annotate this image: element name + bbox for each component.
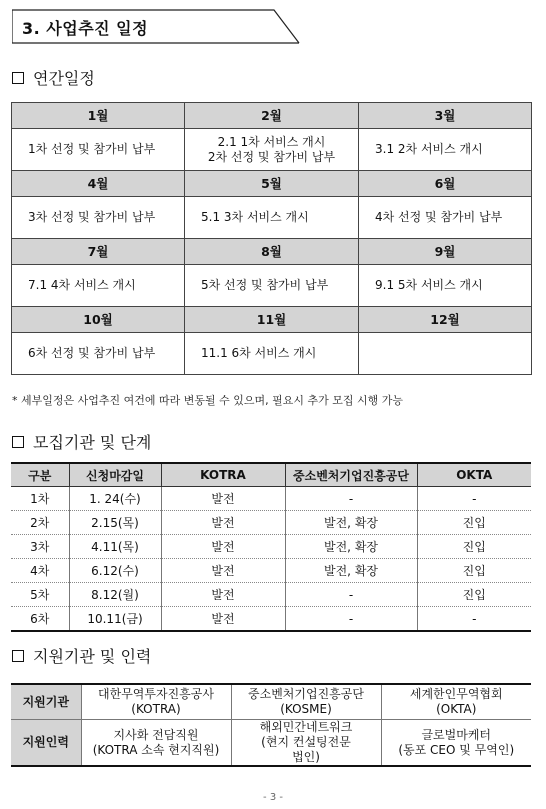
- cell-line: 2차 선정 및 참가비 납부: [207, 149, 336, 164]
- table-cell: 발전, 확장: [285, 511, 417, 535]
- column-header: KOTRA: [161, 463, 285, 487]
- column-header: OKTA: [417, 463, 531, 487]
- table-cell: 발전: [161, 607, 285, 632]
- table-cell: 발전: [161, 511, 285, 535]
- column-header: 구분: [11, 463, 69, 487]
- table-cell: 4.11(목): [69, 535, 161, 559]
- cell-line: (KOSME): [280, 702, 332, 716]
- recruit-heading-text: 모집기관 및 단계: [33, 433, 152, 452]
- cell-line: 세계한인무역협회: [409, 687, 503, 701]
- table-cell: 발전, 확장: [285, 535, 417, 559]
- table-cell: [81, 684, 231, 720]
- section-header: [12, 9, 300, 45]
- schedule-cell: [359, 333, 532, 375]
- annual-heading-text: 연간일정: [33, 69, 95, 88]
- row-header: 지원인력: [11, 720, 81, 767]
- recruit-heading: [12, 430, 151, 453]
- schedule-note: * 세부일정은 사업추진 여건에 따라 변동될 수 있으며, 필요시 추가 모집 시행 가능: [12, 394, 403, 407]
- schedule-cell: [12, 333, 185, 375]
- page-number: - 3 -: [263, 792, 283, 803]
- schedule-cell: [12, 265, 185, 307]
- table-row: [11, 583, 531, 607]
- cell-line: 9.1 5차 서비스 개시: [375, 278, 483, 292]
- month-label: 3월: [359, 103, 532, 129]
- cell-line: 3.1 2차 서비스 개시: [375, 142, 483, 156]
- month-label: 5월: [185, 171, 359, 197]
- month-label: 6월: [359, 171, 532, 197]
- month-label: 4월: [12, 171, 185, 197]
- table-cell: 발전: [161, 535, 285, 559]
- month-content-row: [12, 129, 532, 171]
- cell-line: 2.1 1차 서비스 개시: [217, 134, 326, 149]
- schedule-cell: [185, 265, 359, 307]
- table-row: [11, 607, 531, 632]
- cell-line: 법인): [292, 750, 320, 764]
- schedule-cell: [185, 333, 359, 375]
- annual-heading: [12, 66, 95, 89]
- table-cell: 4차: [11, 559, 69, 583]
- cell-line: 중소벤처기업진흥공단: [248, 687, 364, 701]
- table-cell: 진입: [417, 535, 531, 559]
- annual-schedule-table: [11, 102, 532, 375]
- table-cell: [231, 720, 381, 767]
- schedule-cell: [359, 129, 532, 171]
- table-cell: -: [285, 487, 417, 511]
- schedule-cell: [185, 129, 359, 171]
- month-label: 12월: [359, 307, 532, 333]
- table-cell: 2.15(목): [69, 511, 161, 535]
- schedule-cell: [185, 197, 359, 239]
- square-bullet-icon: [12, 72, 24, 84]
- table-cell: 1. 24(수): [69, 487, 161, 511]
- table-cell: 2차: [11, 511, 69, 535]
- month-header-row: [12, 103, 532, 129]
- table-cell: [81, 720, 231, 767]
- cell-line: 해외민간네트워크: [259, 720, 353, 734]
- table-row: [11, 487, 531, 511]
- table-row: [11, 684, 531, 720]
- table-cell: [231, 684, 381, 720]
- cell-line: 3차 선정 및 참가비 납부: [28, 210, 156, 224]
- month-content-row: [12, 197, 532, 239]
- table-cell: -: [285, 583, 417, 607]
- cell-line: 글로벌마케터: [421, 727, 492, 742]
- table-cell: 3차: [11, 535, 69, 559]
- cell-line: 6차 선정 및 참가비 납부: [28, 346, 156, 360]
- month-label: 1월: [12, 103, 185, 129]
- table-cell: 1차: [11, 487, 69, 511]
- table-row: [11, 720, 531, 767]
- month-label: 7월: [12, 239, 185, 265]
- table-cell: 발전: [161, 487, 285, 511]
- table-cell: 발전: [161, 583, 285, 607]
- cell-line: (현지 컨설팅전문: [261, 735, 351, 749]
- cell-line: 1차 선정 및 참가비 납부: [28, 142, 156, 156]
- recruit-table: [11, 462, 531, 632]
- month-content-row: [12, 265, 532, 307]
- table-cell: 진입: [417, 511, 531, 535]
- table-cell: -: [285, 607, 417, 632]
- table-row: [11, 535, 531, 559]
- cell-line: 지사화 전담직원: [113, 727, 199, 742]
- cell-line: (KOTRA 소속 현지직원): [92, 742, 220, 757]
- table-cell: 발전: [161, 559, 285, 583]
- cell-line: (동포 CEO 및 무역인): [398, 742, 515, 757]
- square-bullet-icon: [12, 436, 24, 448]
- cell-line: 대한무역투자진흥공사: [98, 687, 214, 701]
- schedule-cell: [359, 197, 532, 239]
- table-cell: 10.11(금): [69, 607, 161, 632]
- cell-line: 5.1 3차 서비스 개시: [201, 210, 309, 224]
- square-bullet-icon: [12, 650, 24, 662]
- cell-line: 5차 선정 및 참가비 납부: [201, 278, 329, 292]
- cell-line: 7.1 4차 서비스 개시: [28, 278, 136, 292]
- cell-line: 4차 선정 및 참가비 납부: [375, 210, 503, 224]
- section-title: 3. 사업추진 일정: [22, 19, 149, 38]
- support-heading-text: 지원기관 및 인력: [33, 647, 152, 666]
- cell-line: 11.1 6차 서비스 개시: [201, 346, 317, 360]
- month-label: 2월: [185, 103, 359, 129]
- month-content-row: [12, 333, 532, 375]
- table-cell: 5차: [11, 583, 69, 607]
- schedule-cell: [359, 265, 532, 307]
- support-heading: [12, 644, 151, 667]
- table-cell: 6차: [11, 607, 69, 632]
- month-header-row: [12, 239, 532, 265]
- table-cell: 발전, 확장: [285, 559, 417, 583]
- schedule-cell: [12, 129, 185, 171]
- month-label: 11월: [185, 307, 359, 333]
- table-cell: 진입: [417, 559, 531, 583]
- table-row: [11, 559, 531, 583]
- month-header-row: [12, 171, 532, 197]
- month-label: 10월: [12, 307, 185, 333]
- cell-line: (KOTRA): [131, 702, 181, 716]
- table-cell: [381, 684, 531, 720]
- month-header-row: [12, 307, 532, 333]
- support-table: [11, 683, 531, 767]
- cell-line: (OKTA): [436, 702, 477, 716]
- table-cell: 8.12(월): [69, 583, 161, 607]
- table-cell: [381, 720, 531, 767]
- schedule-cell: [12, 197, 185, 239]
- table-cell: 6.12(수): [69, 559, 161, 583]
- table-cell: -: [417, 607, 531, 632]
- table-cell: 진입: [417, 583, 531, 607]
- row-header: 지원기관: [11, 684, 81, 720]
- table-row: [11, 511, 531, 535]
- column-header: 중소벤처기업진흥공단: [285, 463, 417, 487]
- month-label: 8월: [185, 239, 359, 265]
- column-header: 신청마감일: [69, 463, 161, 487]
- table-cell: -: [417, 487, 531, 511]
- month-label: 9월: [359, 239, 532, 265]
